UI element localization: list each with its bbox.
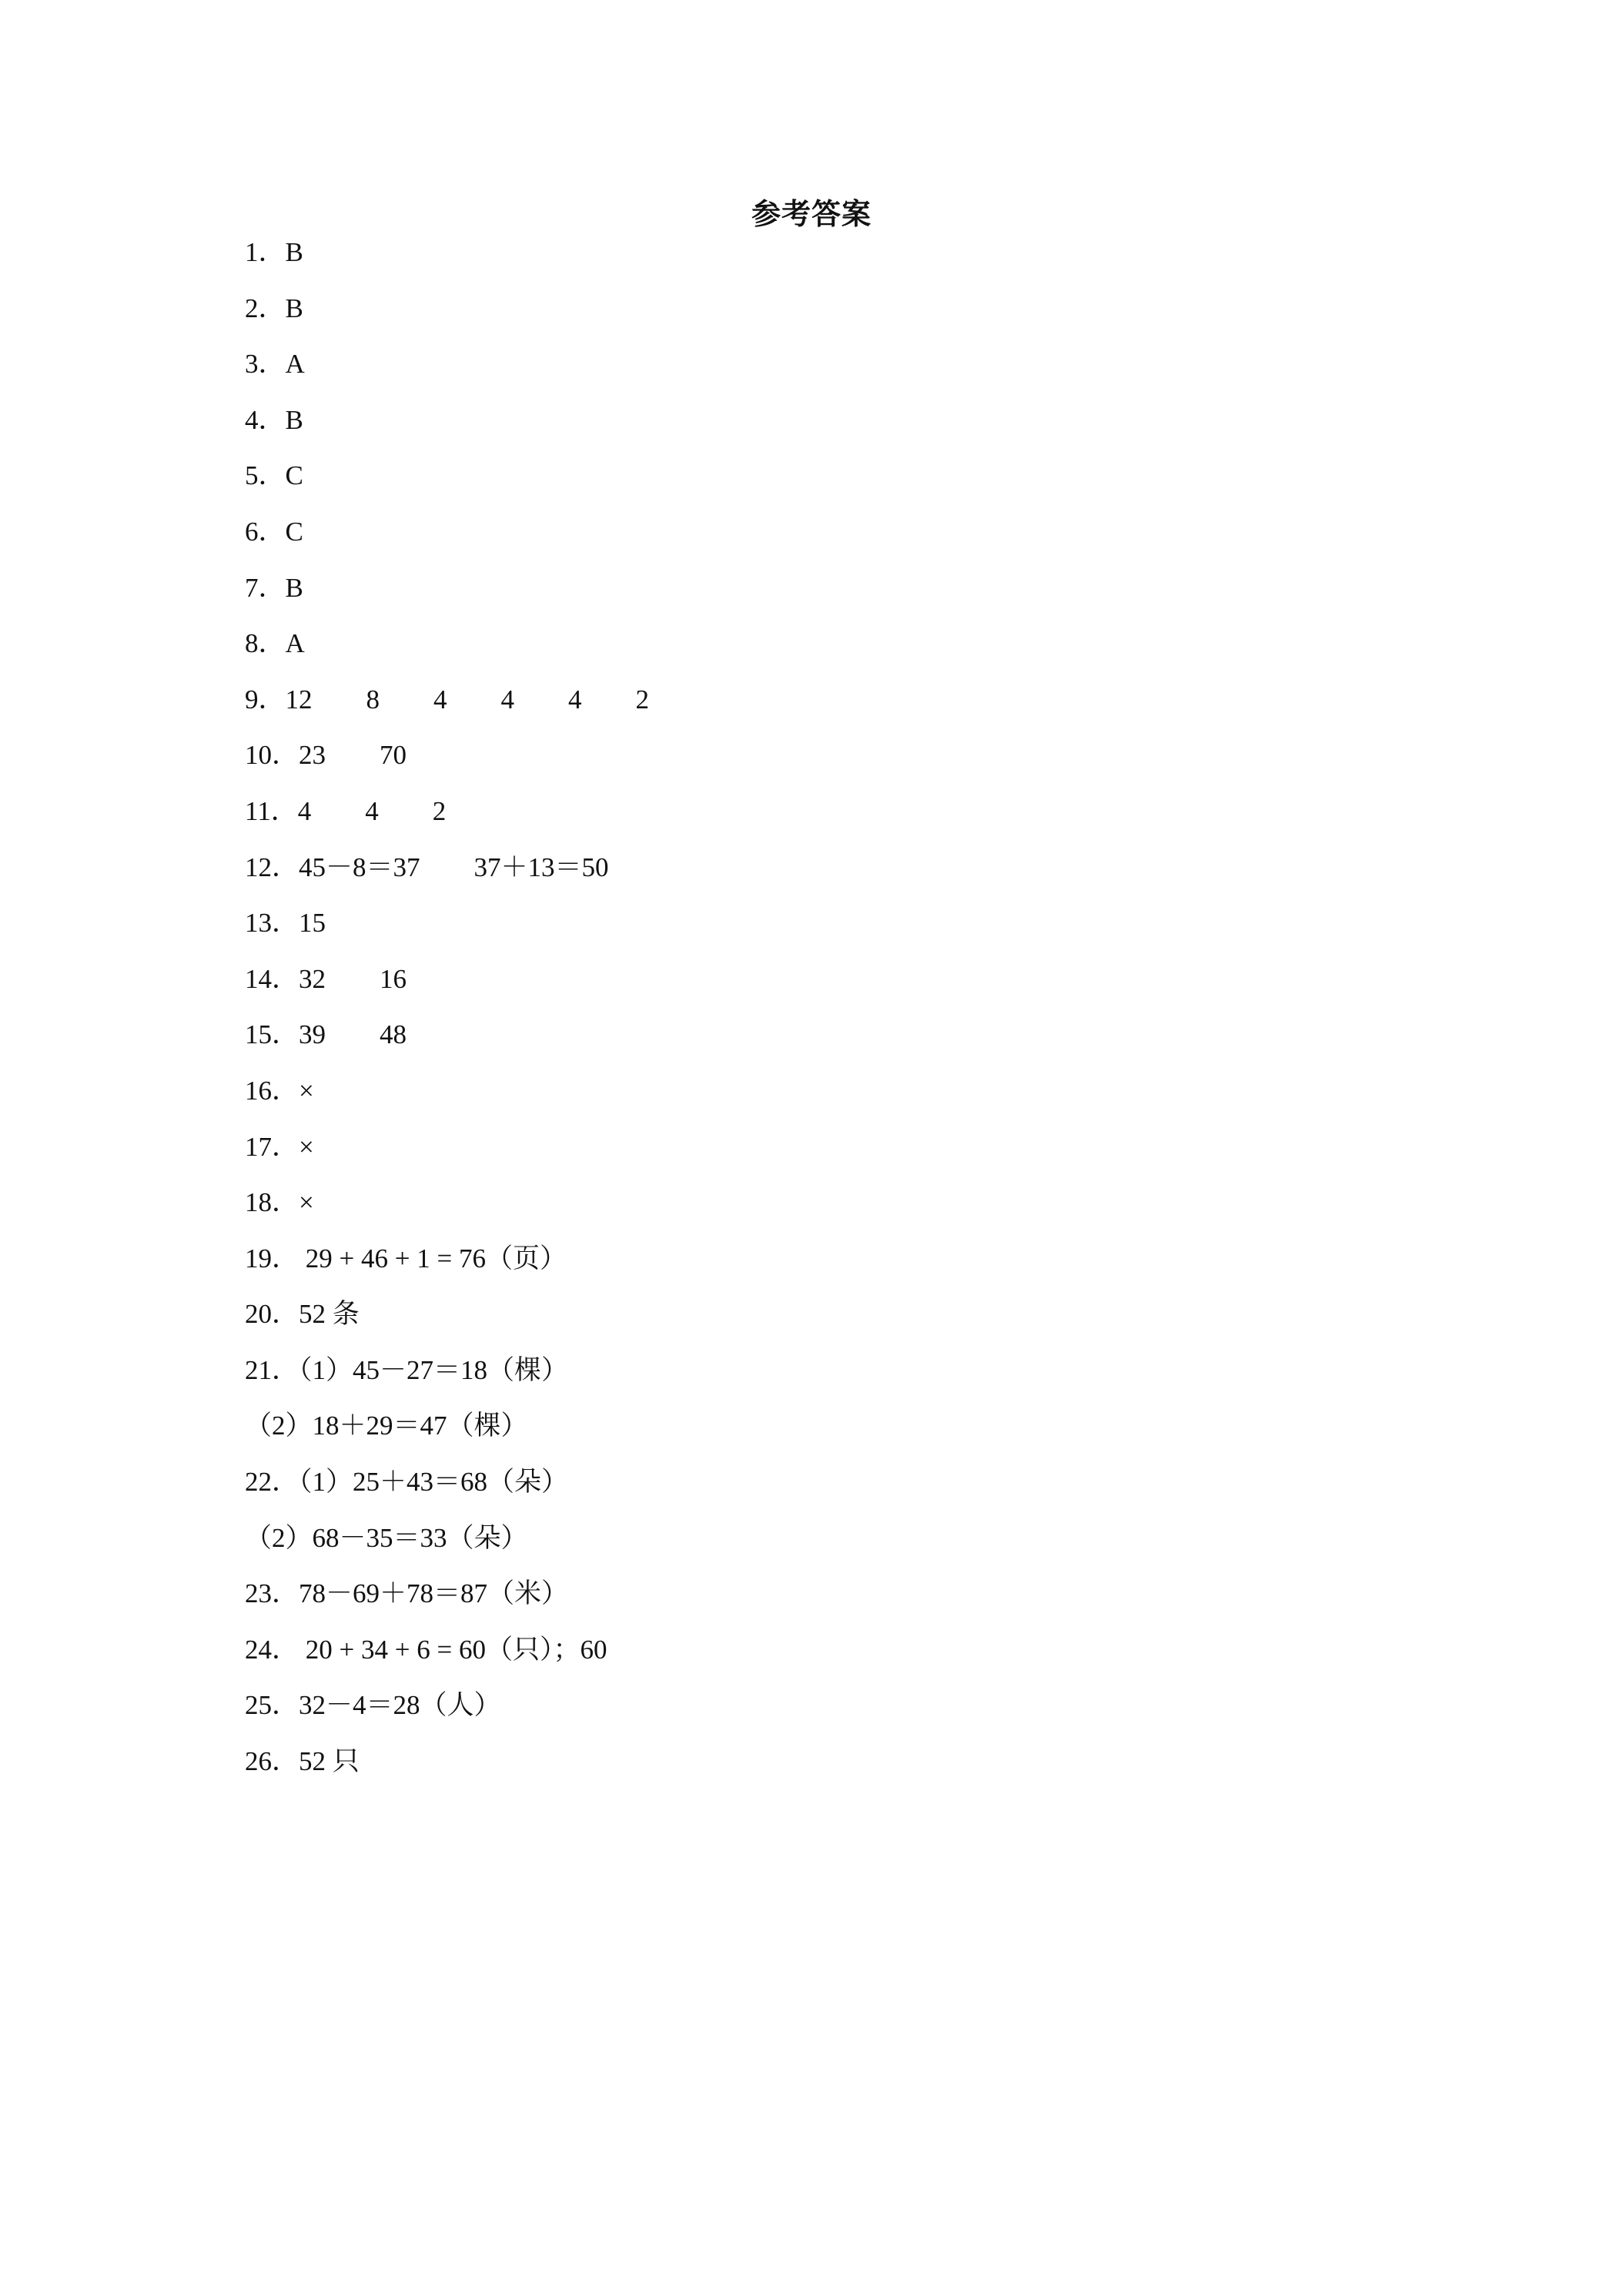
answer-list	[245, 233, 649, 1798]
answer-item	[245, 344, 649, 400]
answer-text: 23 70	[299, 740, 407, 771]
answer-item	[245, 1071, 649, 1127]
answer-text: 32－4＝28（人）	[299, 1690, 501, 1721]
answer-item	[245, 1406, 649, 1462]
answer-item	[245, 456, 649, 512]
answer-item	[245, 233, 649, 289]
answer-number: 17．	[245, 1131, 300, 1162]
answer-number: 5．	[245, 460, 286, 491]
answer-number: 24．	[245, 1634, 300, 1665]
answer-number: 12．	[245, 852, 300, 882]
answer-text: B	[285, 237, 303, 267]
answer-item	[245, 1574, 649, 1630]
answer-item	[245, 680, 649, 736]
answer-number: 8．	[245, 628, 286, 659]
answer-number: 6．	[245, 516, 286, 547]
page-title: 参考答案	[751, 197, 872, 231]
answer-item	[245, 1462, 649, 1518]
answer-text: （1）45－27＝18（棵）	[299, 1354, 569, 1385]
answer-number: 2．	[245, 293, 286, 323]
answer-text: （2）18＋29＝47（棵）	[245, 1411, 528, 1441]
answer-number: 22．	[245, 1467, 300, 1498]
answer-text: 12 8 4 4 4 2	[285, 684, 650, 715]
answer-item	[245, 848, 649, 904]
answer-number: 9．	[245, 684, 286, 715]
answer-number: 4．	[245, 404, 286, 435]
answer-text: C	[285, 460, 303, 491]
answer-item	[245, 1630, 649, 1686]
answer-text: 4 4 2	[297, 795, 447, 826]
answer-item	[245, 959, 649, 1016]
answer-item	[245, 1183, 649, 1239]
answer-number: 3．	[245, 349, 286, 380]
answer-item	[245, 1294, 649, 1350]
answer-text: ×	[299, 1075, 314, 1106]
answer-number: 18．	[245, 1187, 300, 1218]
answer-number: 19．	[245, 1243, 300, 1274]
answer-text: ×	[299, 1187, 314, 1218]
answer-item	[245, 1015, 649, 1071]
answer-item	[245, 624, 649, 680]
answer-text: 52 只	[299, 1746, 360, 1777]
answer-text: 78－69＋78＝87（米）	[299, 1578, 569, 1609]
answer-number: 7．	[245, 572, 286, 603]
answer-item	[245, 1350, 649, 1407]
answer-item	[245, 400, 649, 457]
answer-number: 10．	[245, 740, 300, 771]
answer-text: 45－8＝37 37＋13＝50	[299, 852, 609, 882]
answer-text: B	[285, 572, 303, 603]
answer-item	[245, 1742, 649, 1798]
answer-text: （2）68－35＝33（朵）	[245, 1522, 528, 1553]
answer-item	[245, 289, 649, 345]
answer-number: 15．	[245, 1019, 300, 1050]
answer-text: 39 48	[299, 1019, 407, 1050]
answer-text: B	[285, 293, 303, 323]
answer-number: 13．	[245, 908, 300, 939]
answer-text: 52 条	[299, 1299, 360, 1330]
answer-item	[245, 568, 649, 624]
answer-text: 32 16	[299, 963, 407, 994]
answer-item	[245, 735, 649, 792]
answer-text: （1）25＋43＝68（朵）	[299, 1467, 569, 1498]
answer-number: 1．	[245, 237, 286, 267]
answer-text: ×	[299, 1131, 314, 1162]
answer-text: 29 + 46 + 1 = 76（页）	[299, 1243, 567, 1274]
answer-number: 26．	[245, 1746, 300, 1777]
answer-item	[245, 1127, 649, 1183]
answer-text: A	[285, 349, 305, 380]
answer-number: 11．	[245, 795, 298, 826]
answer-text: B	[285, 404, 303, 435]
answer-item	[245, 1239, 649, 1295]
answer-number: 16．	[245, 1075, 300, 1106]
answer-number: 25．	[245, 1690, 300, 1721]
answer-item	[245, 903, 649, 959]
answer-text: A	[285, 628, 305, 659]
answer-text: 20 + 34 + 6 = 60（只）；60	[299, 1634, 607, 1665]
answer-number: 21．	[245, 1354, 300, 1385]
answer-item	[245, 1685, 649, 1742]
answer-number: 14．	[245, 963, 300, 994]
answer-item	[245, 792, 649, 848]
answer-text: 15	[299, 908, 326, 939]
answer-number: 20．	[245, 1299, 300, 1330]
answer-item	[245, 512, 649, 568]
answer-text: C	[285, 516, 303, 547]
answer-item	[245, 1518, 649, 1575]
answer-number: 23．	[245, 1578, 300, 1609]
